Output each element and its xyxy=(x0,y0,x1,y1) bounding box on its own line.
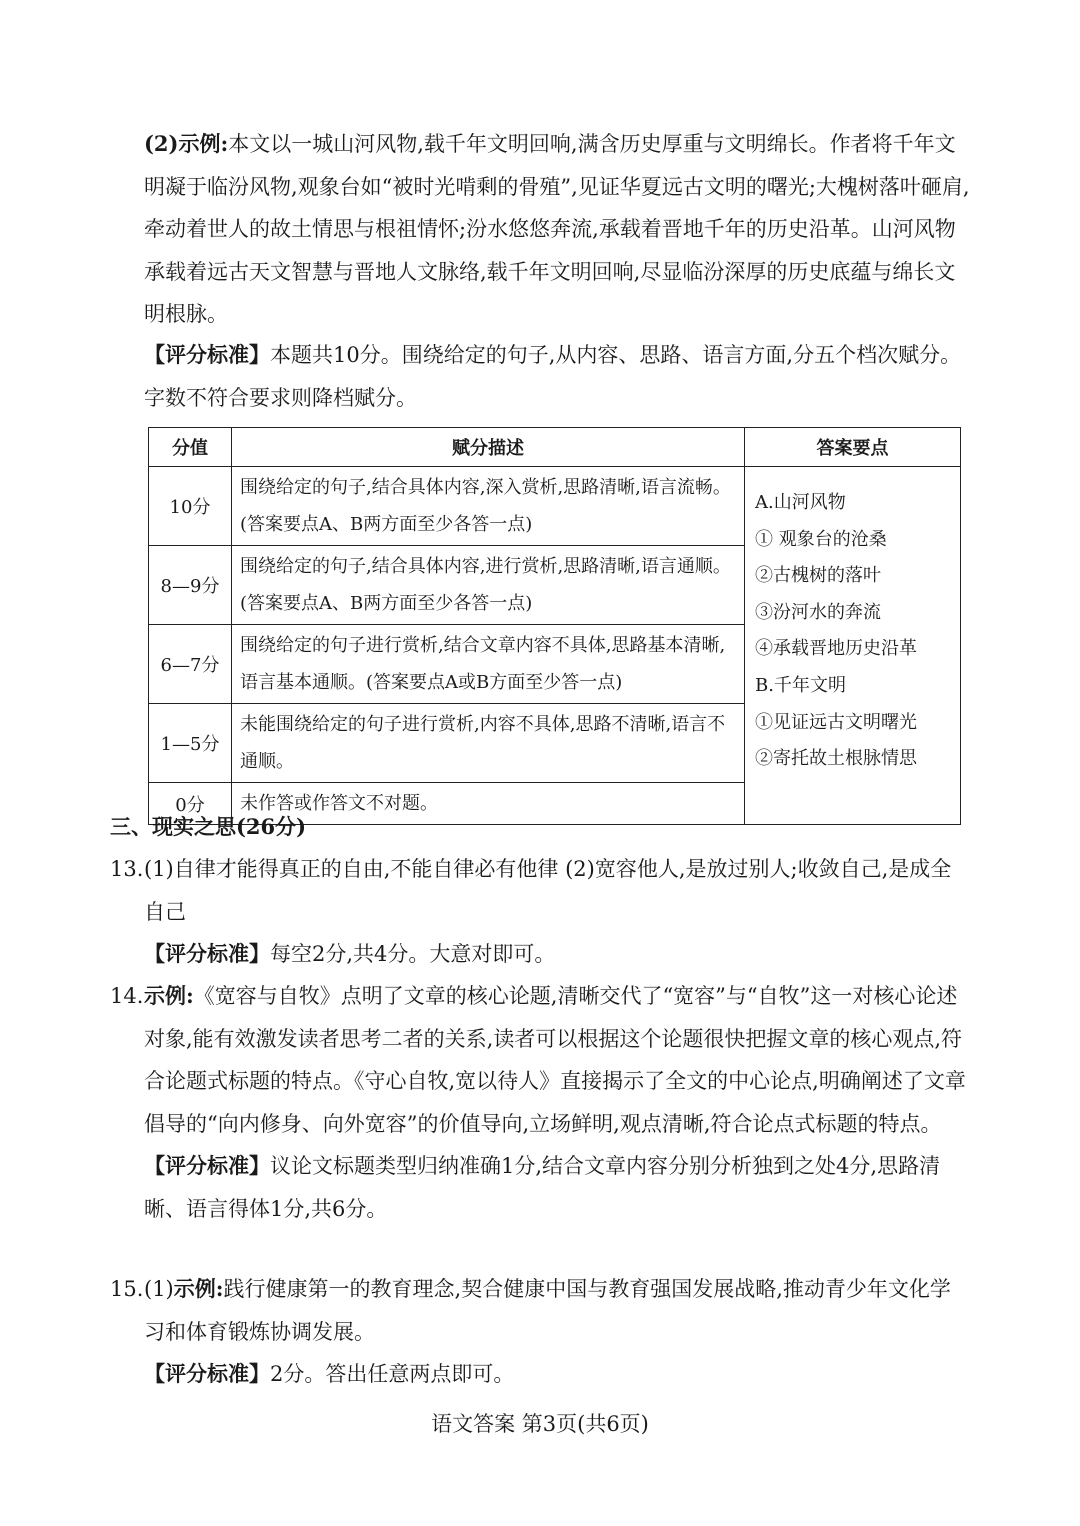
table-header: 分值 xyxy=(149,428,232,467)
table-header: 答案要点 xyxy=(745,428,961,467)
score-description: 围绕给定的句子,结合具体内容,深入赏析,思路清晰,语言流畅。(答案要点A、B两方面至少各答一点) xyxy=(232,467,745,546)
score-description: 围绕给定的句子,结合具体内容,进行赏析,思路清晰,语言通顺。(答案要点A、B两方面至少各答一点) xyxy=(232,546,745,625)
score-value: 1—5分 xyxy=(149,704,232,783)
part2-example xyxy=(110,123,970,336)
question-15 xyxy=(110,1268,970,1396)
part2-criteria xyxy=(110,334,970,419)
question-number: 13. xyxy=(110,857,144,881)
key-point: ① 观象台的沧桑 xyxy=(755,528,887,550)
key-point: ②古槐树的落叶 xyxy=(755,565,881,587)
criteria-text: 议论文标题类型归纳准确1分,结合文章内容分别分析独到之处4分,思路清晰、语言得体1分,共6分。 xyxy=(144,1154,941,1221)
table-header: 赋分描述 xyxy=(232,428,745,467)
criteria-text: 每空2分,共4分。大意对即可。 xyxy=(270,942,556,966)
part2-text: 本文以一城山河风物,载千年文明回响,满含历史厚重与文明绵长。作者将千年文明凝于临汾风物,观象台如“被时光啃剩的骨殖”,见证华夏远古文明的曙光;大槐树落叶砸肩,牵动着世人的故土情思与根祖情怀;汾水悠悠奔流,承载着晋地千年的历史沿革。山河风物承载着远古天文智慧与晋地人文脉络,载千年文明回响,尽显临汾深厚的历史底蕴与绵长文明根脉。 xyxy=(144,132,970,326)
question-number: 14. xyxy=(110,984,144,1008)
part2-label: (2)示例: xyxy=(144,131,229,156)
sub-number: (1) xyxy=(144,1277,174,1301)
criteria-label: 【评分标准】 xyxy=(144,941,270,966)
score-description: 未能围绕给定的句子进行赏析,内容不具体,思路不清晰,语言不通顺。 xyxy=(232,704,745,783)
example-label: 示例: xyxy=(144,983,194,1008)
table-row xyxy=(149,467,961,546)
score-value: 8—9分 xyxy=(149,546,232,625)
score-value: 6—7分 xyxy=(149,625,232,704)
key-point: B.千年文明 xyxy=(755,674,846,696)
question-13-answer: (1)自律才能得真正的自由,不能自律必有他律 (2)宽容他人,是放过别人;收敛自己,是成全自己 xyxy=(144,857,952,924)
key-point: ①见证远古文明曙光 xyxy=(755,711,917,733)
criteria-label: 【评分标准】 xyxy=(144,342,270,367)
key-point: ④承载晋地历史沿革 xyxy=(755,638,917,660)
question-number: 15. xyxy=(110,1277,144,1301)
criteria-label: 【评分标准】 xyxy=(144,1153,270,1178)
page-footer: 语文答案 第3页(共6页) xyxy=(431,1412,649,1436)
criteria-label: 【评分标准】 xyxy=(144,1361,270,1386)
criteria-text: 本题共10分。围绕给定的句子,从内容、思路、语言方面,分五个档次赋分。字数不符合要求则降档赋分。 xyxy=(144,343,962,410)
question-13 xyxy=(110,848,970,976)
score-value: 10分 xyxy=(149,467,232,546)
score-value: 0分 xyxy=(149,783,232,825)
key-point: ②寄托故土根脉情思 xyxy=(755,748,917,770)
section-title: 三、现实之思(26分) xyxy=(110,814,307,839)
key-points-cell xyxy=(745,467,961,825)
scoring-table xyxy=(148,427,961,825)
table-header-row xyxy=(149,428,961,467)
key-point: A.山河风物 xyxy=(755,492,846,513)
score-description: 围绕给定的句子进行赏析,结合文章内容不具体,思路基本清晰,语言基本通顺。(答案要点A或B方面至少答一点) xyxy=(232,625,745,704)
criteria-text: 2分。答出任意两点即可。 xyxy=(270,1362,515,1386)
key-point: ③汾河水的奔流 xyxy=(755,601,881,623)
question-14 xyxy=(110,975,970,1230)
score-description: 未作答或作答文不对题。 xyxy=(232,783,745,825)
question-15-answer: 践行健康第一的教育理念,契合健康中国与教育强国发展战略,推动青少年文化学习和体育锻炼协调发展。 xyxy=(144,1277,951,1344)
question-14-answer: 《宽容与自牧》点明了文章的核心论题,清晰交代了“宽容”与“自牧”这一对核心论述对象,能有效激发读者思考二者的关系,读者可以根据这个论题很快把握文章的核心观点,符合论题式标题的特点。《守心自牧,宽以待人》直接揭示了全文的中心论点,明确阐述了文章倡导的“向内修身、向外宽容”的价值导向,立场鲜明,观点清晰,符合论点式标题的特点。 xyxy=(144,984,966,1136)
example-label: 示例: xyxy=(173,1276,224,1301)
